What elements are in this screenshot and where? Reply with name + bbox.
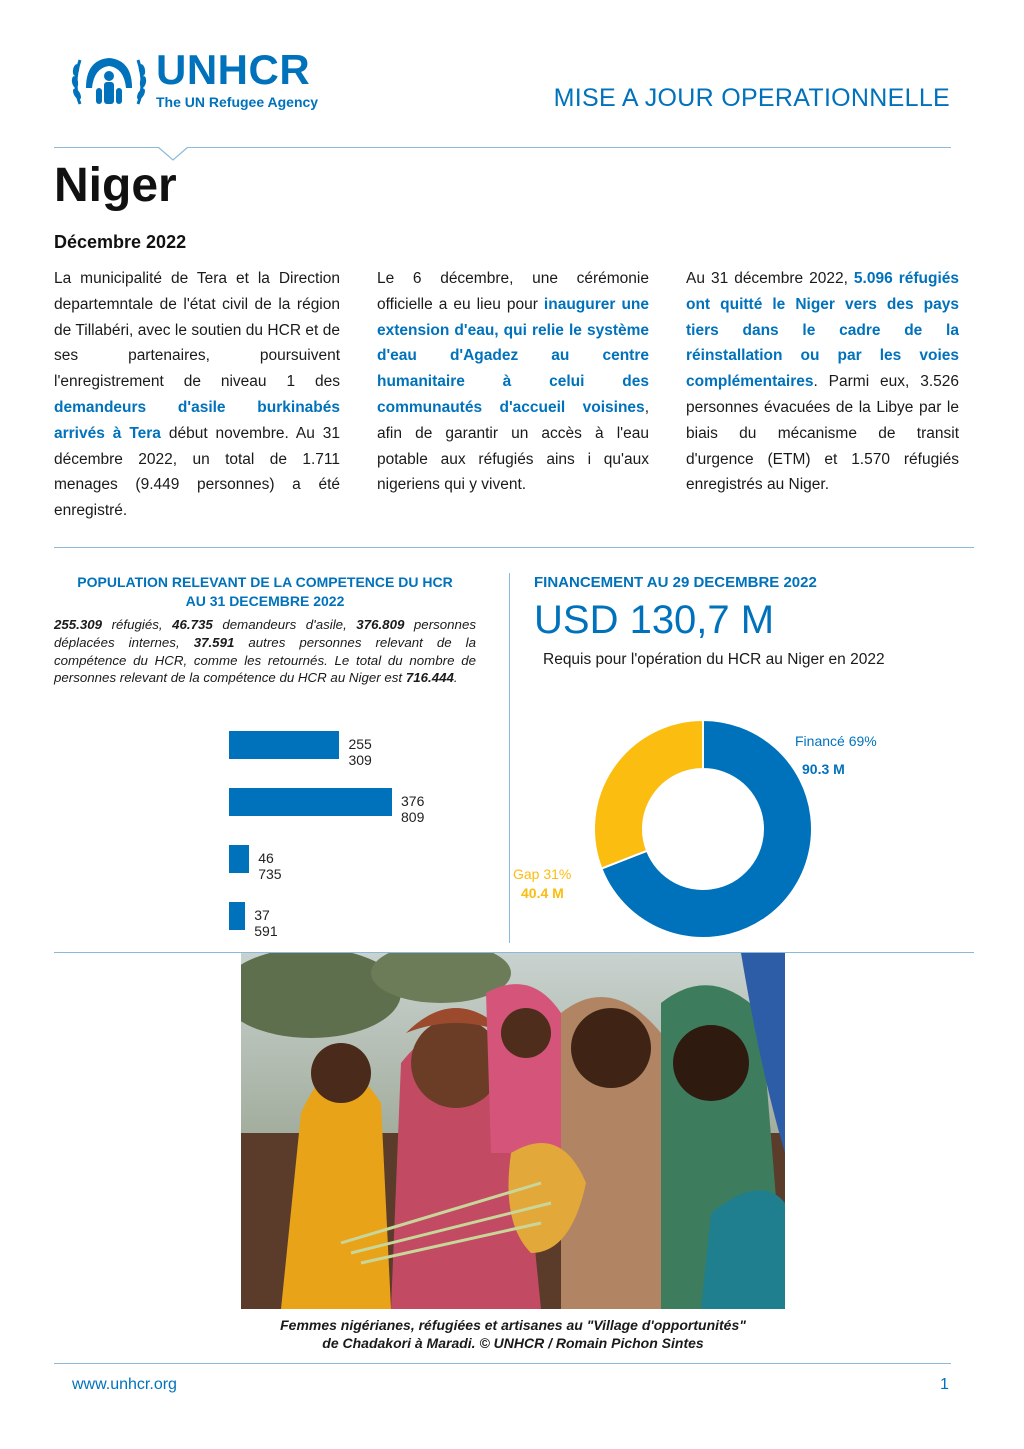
- donut-slice: [594, 720, 703, 869]
- section-divider-top: [54, 547, 974, 548]
- col3-text-b: . Parmi eux, 3.526 personnes évacuées de la Libye par le biais du mécanisme de transit d'urgence (ETM) et 1.570 réfugiés enregistrés au Niger.: [686, 373, 959, 494]
- desc-text-4: autres personnes relevant de la compétence du HCR, comme les retournés. Le total du nombre de personnes relevant de la compétence du HCR au Niger est: [54, 634, 477, 686]
- bar-value-label: 46 735: [258, 850, 282, 882]
- caption-line-2: de Chadakori à Maradi. © UNHCR / Romain Pichon Sintes: [322, 1335, 704, 1351]
- desc-text-5: .: [453, 670, 458, 686]
- logo-wordmark: UNHCR: [156, 46, 311, 93]
- col1-text-b: début novembre. Au 31 décembre 2022, un total de 1.711 menages (9.449 personnes) a été enregistré.: [54, 424, 340, 520]
- artisans-photo: [241, 953, 785, 1309]
- col2-text-a: Le 6 décembre, une cérémonie officielle a eu lieu pour: [377, 270, 649, 313]
- col3-highlight: 5.096 réfugiés ont quitté le Niger vers des pays tiers dans le cadre de la réinstallation ou par les voies complémentaires: [686, 270, 959, 391]
- intro-column-3: [686, 266, 959, 498]
- bar-value-label: 37 591: [254, 907, 278, 939]
- population-title-line2: AU 31 DECEMBRE 2022: [185, 593, 345, 609]
- gap-value: 40.4 M: [521, 885, 564, 901]
- population-bar: [229, 788, 392, 816]
- col3-text-a: Au 31 décembre 2022,: [686, 270, 854, 287]
- intro-column-2: [377, 266, 649, 498]
- desc-text-1: réfugiés,: [102, 617, 173, 632]
- funding-donut-chart: [580, 710, 830, 950]
- funded-value: 90.3 M: [802, 761, 845, 777]
- report-date: Décembre 2022: [54, 232, 187, 252]
- bar-value-label: 255 309: [348, 736, 372, 768]
- page-title: Niger: [54, 159, 177, 212]
- funding-total: USD 130,7 M: [534, 598, 775, 642]
- population-section-title: [54, 573, 476, 611]
- photo-caption: [240, 1316, 786, 1352]
- idp-count: 376.809: [356, 617, 405, 632]
- col2-text-b: , afin de garantir un accès à l'eau potable aux réfugiés ains i qu'aux nigeriens qui y vivent.: [377, 398, 649, 494]
- population-bar: [229, 902, 245, 930]
- funded-label: Financé 69%: [795, 733, 877, 749]
- footer-divider: [54, 1363, 951, 1364]
- bar-value-label: 376 809: [401, 793, 425, 825]
- unhcr-logo: [70, 44, 360, 114]
- population-description: [54, 616, 476, 687]
- others-count: 37.591: [193, 634, 235, 650]
- page-number: 1: [940, 1376, 949, 1393]
- population-bar: [229, 731, 339, 759]
- desc-text-2: demandeurs d'asile,: [212, 617, 357, 632]
- population-bar: [229, 845, 249, 873]
- caption-line-1: Femmes nigérianes, réfugiées et artisanes au "Village d'opportunités": [280, 1317, 746, 1333]
- funding-subtitle: Requis pour l'opération du HCR au Niger en 2022: [543, 651, 885, 668]
- col2-highlight: inaugurer une extension d'eau, qui relie le système d'eau d'Agadez au centre humanitaire à celui des communautés d'accueil voisines: [377, 295, 649, 416]
- total-count: 716.444: [405, 670, 454, 686]
- document-type-title: MISE A JOUR OPERATIONNELLE: [553, 84, 950, 112]
- footer-website-link[interactable]: www.unhcr.org: [72, 1376, 177, 1393]
- col1-text-a: La municipalité de Tera et la Direction departemntale de l'état civil de la région de Tillabéri, avec le soutien du HCR et de ses partenaires, poursuivent l'enregistrement de niveau 1 des: [54, 270, 340, 391]
- intro-column-1: [54, 266, 340, 524]
- section-vertical-divider: [509, 573, 510, 943]
- funding-section-title: FINANCEMENT AU 29 DECEMBRE 2022: [534, 574, 817, 591]
- unhcr-emblem-icon: [70, 44, 148, 114]
- gap-label: Gap 31%: [513, 866, 572, 882]
- logo-tagline: The UN Refugee Agency: [156, 94, 319, 110]
- refugees-count: 255.309: [54, 617, 103, 632]
- asylum-count: 46.735: [172, 617, 213, 632]
- population-title-line1: POPULATION RELEVANT DE LA COMPETENCE DU HCR: [77, 574, 453, 590]
- desc-text-3: personnes déplacées internes,: [54, 617, 476, 650]
- col1-highlight: demandeurs d'asile burkinabés arrivés à Tera: [54, 398, 340, 442]
